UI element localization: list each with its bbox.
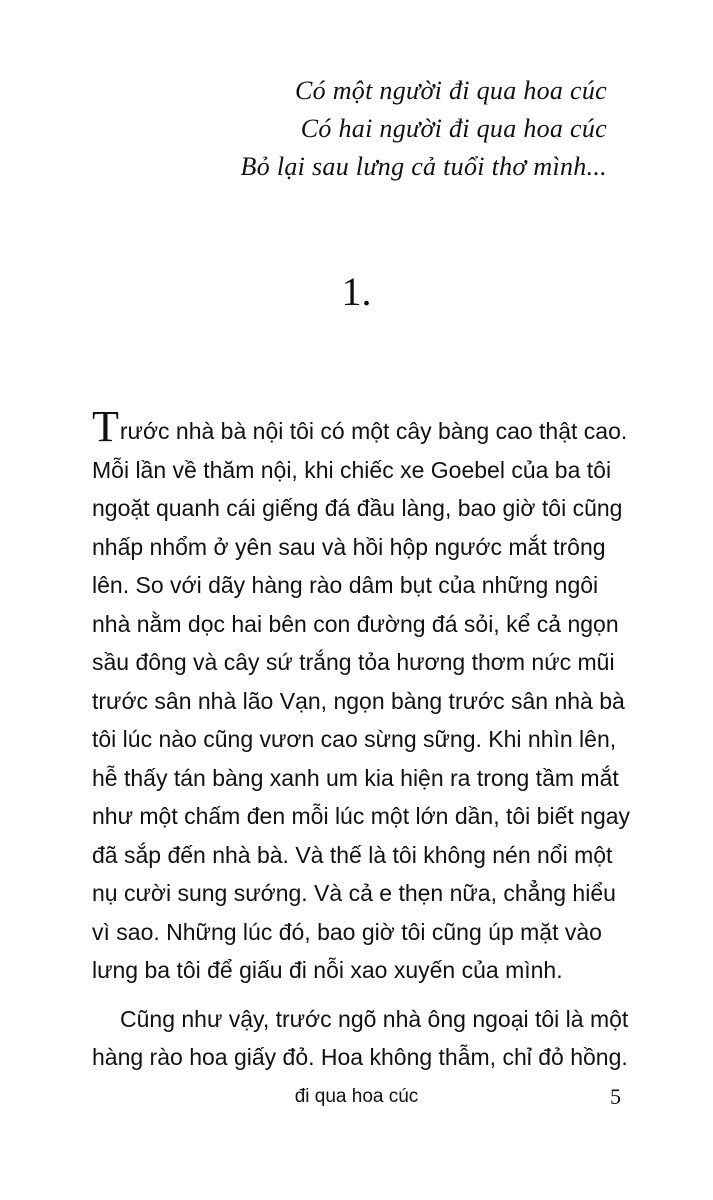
text-line: trước sân nhà lão Vạn, ngọn bàng trước sân nhà bà xyxy=(92,687,625,714)
text-line: hàng rào hoa giấy đỏ. Hoa không thẫm, chỉ đỏ hồng. xyxy=(92,1044,628,1070)
text-line: tôi lúc nào cũng vươn cao sừng sững. Khi nhìn lên, xyxy=(92,726,617,752)
text-line: nụ cười sung sướng. Và cả e thẹn nữa, chẳng hiểu xyxy=(92,880,616,906)
epigraph-line: Có một người đi qua hoa cúc xyxy=(294,76,607,105)
text-line: ngoặt quanh cái giếng đá đầu làng, bao giờ tôi cũng xyxy=(92,495,623,521)
chapter-body xyxy=(92,402,631,1077)
epigraph-line: Bỏ lại sau lưng cả tuổi thơ mình... xyxy=(240,152,607,181)
running-footer-title: đi qua hoa cúc xyxy=(294,1086,419,1107)
text-line: hễ thấy tán bàng xanh um kia hiện ra trong tầm mắt xyxy=(92,764,619,791)
paragraph-gap xyxy=(92,990,612,1000)
text-line: lưng ba tôi để giấu đi nỗi xao xuyến của mình. xyxy=(92,957,563,983)
text-line: Mỗi lần về thăm nội, khi chiếc xe Goebel của ba tôi xyxy=(92,456,612,483)
text-line: nhà nằm dọc hai bên con đường đá sỏi, kể cả ngọn xyxy=(92,610,619,637)
first-line-text: rước nhà bà nội tôi có một cây bàng cao thật cao. xyxy=(119,418,628,444)
text-line: Cũng như vậy, trước ngõ nhà ông ngoại tôi là một xyxy=(120,1005,629,1032)
text-line: vì sao. Những lúc đó, bao giờ tôi cũng úp mặt vào xyxy=(92,918,602,945)
text-line: lên. So với dãy hàng rào dâm bụt của những ngôi xyxy=(92,572,599,598)
text-line: nhấp nhổm ở yên sau và hồi hộp ngước mắt trông xyxy=(92,533,606,560)
drop-cap: T xyxy=(92,402,119,451)
page-footer xyxy=(0,1080,713,1112)
paragraph-first-line xyxy=(92,402,628,451)
page-number: 5 xyxy=(610,1084,621,1109)
text-line: đã sắp đến nhà bà. Và thế là tôi không nén nổi một xyxy=(92,841,613,868)
chapter-number: 1. xyxy=(341,269,372,314)
epigraph-line: Có hai người đi qua hoa cúc xyxy=(300,114,607,143)
epigraph xyxy=(241,72,607,186)
text-line: sầu đông và cây sứ trắng tỏa hương thơm nức mũi xyxy=(92,649,615,675)
text-line: như một chấm đen mỗi lúc một lớn dần, tôi biết ngay xyxy=(92,803,631,829)
